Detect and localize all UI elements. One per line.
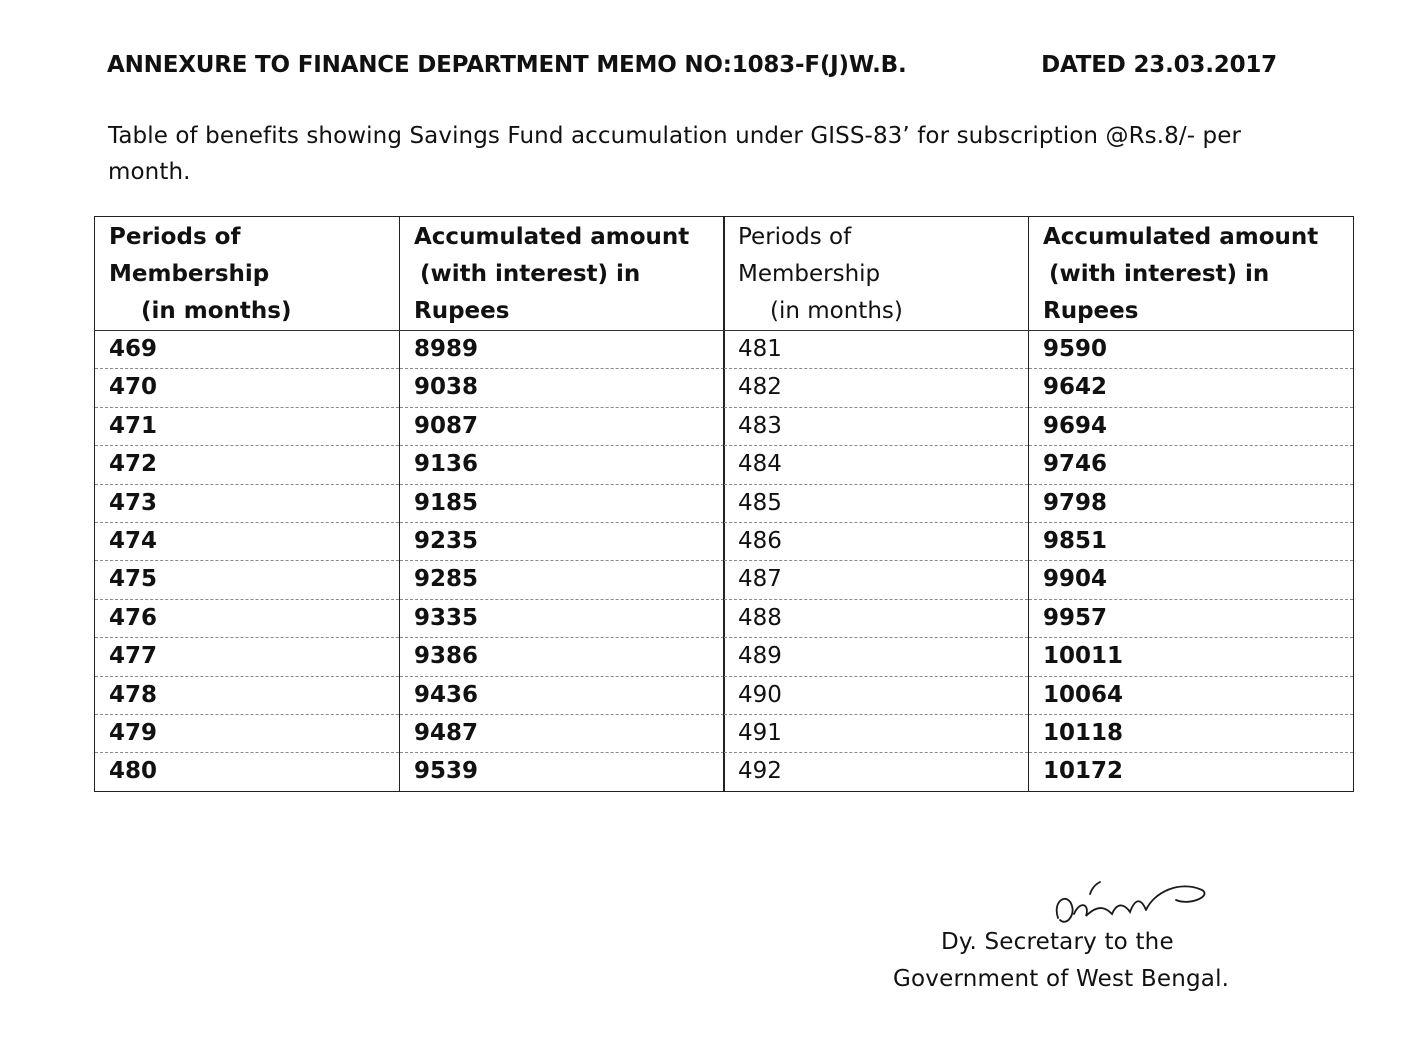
period-cell: 491 xyxy=(724,714,1029,752)
table-row xyxy=(95,331,725,369)
table-row xyxy=(95,522,725,560)
amount-cell: 9386 xyxy=(400,638,725,676)
table-row xyxy=(95,638,725,676)
period-cell: 476 xyxy=(95,599,400,637)
period-cell: 482 xyxy=(724,369,1029,407)
amount-cell: 9642 xyxy=(1029,369,1354,407)
table-row xyxy=(724,407,1354,445)
amount-cell: 9136 xyxy=(400,446,725,484)
period-cell: 480 xyxy=(95,753,400,791)
period-cell: 470 xyxy=(95,369,400,407)
period-cell: 485 xyxy=(724,484,1029,522)
period-cell: 481 xyxy=(724,331,1029,369)
table-row xyxy=(724,599,1354,637)
table-row xyxy=(724,522,1354,560)
period-cell: 475 xyxy=(95,561,400,599)
amount-cell: 9285 xyxy=(400,561,725,599)
amount-cell: 9185 xyxy=(400,484,725,522)
table-row xyxy=(724,446,1354,484)
memo-reference: ANNEXURE TO FINANCE DEPARTMENT MEMO NO:1083-F(J)W.B. xyxy=(107,52,907,78)
table-header-row xyxy=(724,217,1354,331)
table-row xyxy=(95,369,725,407)
amount-cell: 10172 xyxy=(1029,753,1354,791)
period-cell: 471 xyxy=(95,407,400,445)
period-cell: 486 xyxy=(724,522,1029,560)
benefits-table-right-body xyxy=(724,331,1354,792)
table-row xyxy=(724,484,1354,522)
table-row xyxy=(724,753,1354,791)
period-cell: 492 xyxy=(724,753,1029,791)
amount-cell: 9335 xyxy=(400,599,725,637)
period-cell: 489 xyxy=(724,638,1029,676)
signatory-designation: Dy. Secretary to the xyxy=(941,929,1174,955)
amount-cell: 9087 xyxy=(400,407,725,445)
period-cell: 479 xyxy=(95,714,400,752)
amount-cell: 10011 xyxy=(1029,638,1354,676)
table-row xyxy=(724,714,1354,752)
period-cell: 472 xyxy=(95,446,400,484)
period-cell: 469 xyxy=(95,331,400,369)
table-description: Table of benefits showing Savings Fund accumulation under GISS-83’ for subscription @Rs.8/- per month. xyxy=(108,123,1242,185)
table-row xyxy=(95,446,725,484)
amount-column-header: Accumulated amount (with interest) in Rupees xyxy=(400,217,725,331)
amount-cell: 9798 xyxy=(1029,484,1354,522)
amount-cell: 8989 xyxy=(400,331,725,369)
period-cell: 484 xyxy=(724,446,1029,484)
period-cell: 473 xyxy=(95,484,400,522)
amount-cell: 9851 xyxy=(1029,522,1354,560)
table-header-row xyxy=(95,217,725,331)
benefits-table-left-body xyxy=(95,331,725,792)
table-row xyxy=(724,561,1354,599)
period-cell: 474 xyxy=(95,522,400,560)
period-cell: 488 xyxy=(724,599,1029,637)
table-row xyxy=(95,599,725,637)
period-cell: 477 xyxy=(95,638,400,676)
signatory-organization: Government of West Bengal. xyxy=(893,966,1230,992)
amount-cell: 9539 xyxy=(400,753,725,791)
period-cell: 487 xyxy=(724,561,1029,599)
amount-cell: 9694 xyxy=(1029,407,1354,445)
table-row xyxy=(724,676,1354,714)
period-cell: 478 xyxy=(95,676,400,714)
table-row xyxy=(724,638,1354,676)
amount-cell: 9904 xyxy=(1029,561,1354,599)
table-row xyxy=(724,331,1354,369)
amount-column-header: Accumulated amount (with interest) in Rupees xyxy=(1029,217,1354,331)
table-row xyxy=(95,561,725,599)
amount-cell: 9957 xyxy=(1029,599,1354,637)
table-row xyxy=(724,369,1354,407)
table-row xyxy=(95,676,725,714)
table-row xyxy=(95,714,725,752)
period-column-header: Periods of Membership (in months) xyxy=(724,217,1029,331)
memo-header xyxy=(107,52,1277,78)
amount-cell: 9487 xyxy=(400,714,725,752)
amount-cell: 10118 xyxy=(1029,714,1354,752)
amount-cell: 10064 xyxy=(1029,676,1354,714)
table-row xyxy=(95,753,725,791)
amount-cell: 9746 xyxy=(1029,446,1354,484)
amount-cell: 9038 xyxy=(400,369,725,407)
memo-date: DATED 23.03.2017 xyxy=(1041,52,1277,78)
amount-cell: 9235 xyxy=(400,522,725,560)
table-row xyxy=(95,484,725,522)
period-column-header: Periods of Membership (in months) xyxy=(95,217,400,331)
benefits-table-left xyxy=(94,216,725,792)
amount-cell: 9436 xyxy=(400,676,725,714)
signatory-block xyxy=(893,924,1313,998)
benefits-table-right xyxy=(723,216,1354,792)
amount-cell: 9590 xyxy=(1029,331,1354,369)
period-cell: 483 xyxy=(724,407,1029,445)
table-row xyxy=(95,407,725,445)
period-cell: 490 xyxy=(724,676,1029,714)
